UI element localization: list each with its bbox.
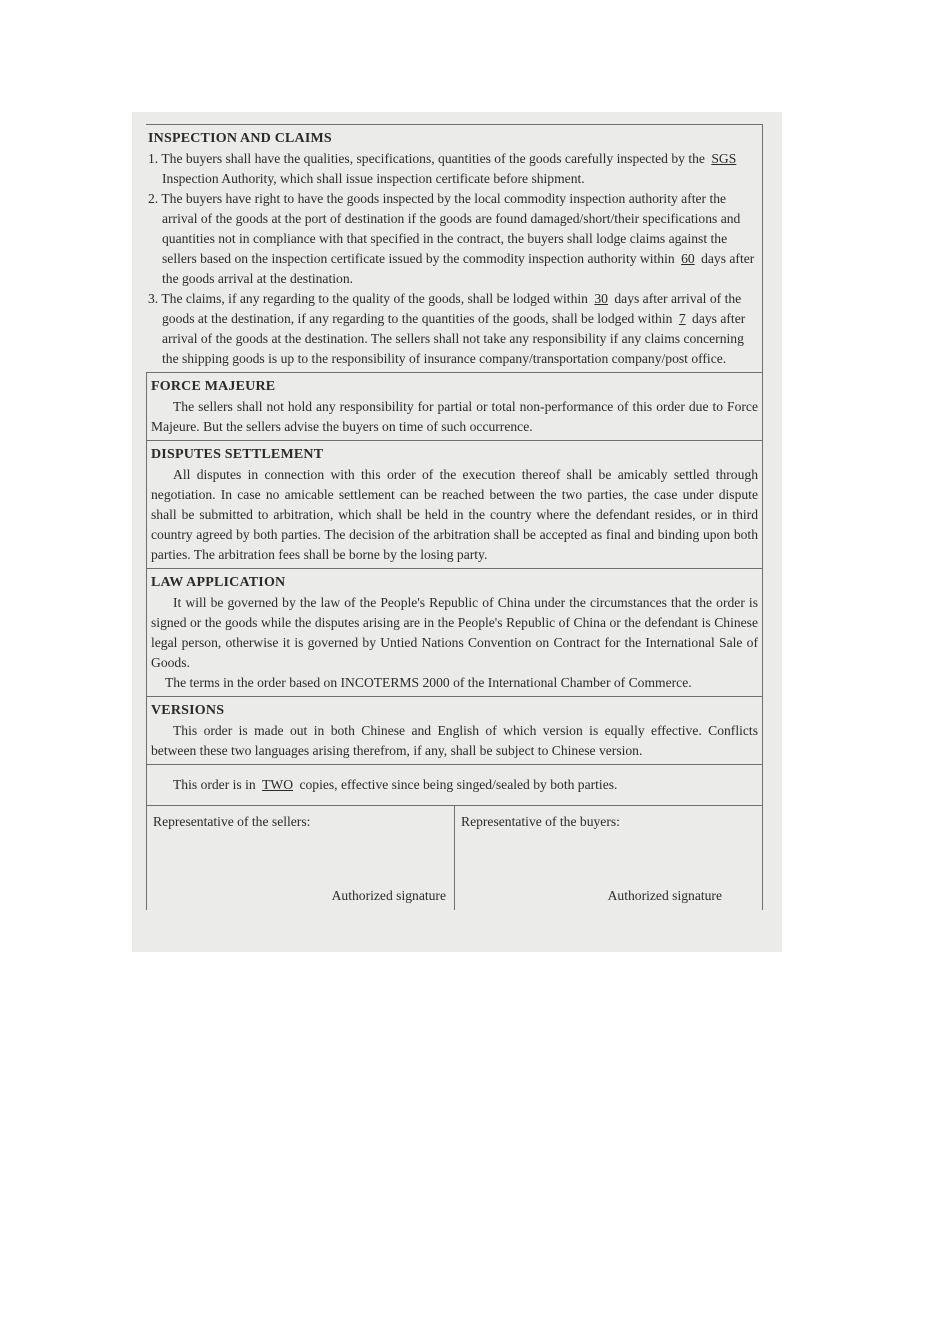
force-majeure-section	[146, 373, 762, 441]
section-heading: VERSIONS	[151, 703, 225, 718]
versions-section	[146, 697, 762, 765]
quantity-claim-days-value: 7	[678, 311, 686, 326]
copies-statement: This order is in TWO copies, effective since being singed/sealed by both parties.	[146, 765, 762, 806]
inspection-authority-value: SGS	[711, 151, 737, 166]
contract-terms-document	[146, 124, 763, 910]
sellers-representative-label: Representative of the sellers:	[153, 814, 311, 829]
quality-claim-days-value: 30	[594, 291, 608, 306]
clause-3: 3. The claims, if any regarding to the quality of the goods, shall be lodged within 30 days after arrival of the goods at the destination, if any regarding to the quantities of the goods, shall be lodged within 7 days after arrival of the goods at the destination. The sellers shall not take any responsibility if any claims concerning the shipping goods is up to the responsibility of insurance company/transportation company/post office.	[148, 291, 746, 366]
clause-2: 2. The buyers have right to have the goods inspected by the local commodity inspection authority after the arrival of the goods at the port of destination if the goods are found damaged/short/their specifications and quantities not in compliance with that specified in the contract, the buyers shall lodge claims against the sellers based on the inspection certificate issued by the commodity inspection authority within 60 days after the goods arrival at the destination.	[148, 191, 755, 286]
section-heading: LAW APPLICATION	[151, 575, 286, 590]
section-body: The sellers shall not hold any responsibility for partial or total non-performance of this order due to Force Majeure. But the sellers advise the buyers on time of such occurrence.	[151, 399, 758, 434]
buyers-representative-label: Representative of the buyers:	[461, 814, 620, 829]
clause-1: 1. The buyers shall have the qualities, specifications, quantities of the goods carefully inspected by the SGS Inspection Authority, which shall issue inspection certificate before shipment.	[148, 149, 758, 189]
section-heading: DISPUTES SETTLEMENT	[151, 447, 324, 462]
inspection-claims-section	[146, 125, 762, 373]
section-body: All disputes in connection with this order of the execution thereof shall be amicably settled through negotiation. In case no amicable settlement can be reached between the two parties, the case under dispute shall be submitted to arbitration, which shall be held in the country where the defendant resides, or in third country agreed by both parties. The decision of the arbitration shall be accepted as final and binding upon both parties. The arbitration fees shall be borne by the losing party.	[151, 467, 758, 562]
copies-count-value: TWO	[262, 777, 294, 792]
disputes-settlement-section	[146, 441, 762, 569]
buyers-authorized-signature-label: Authorized signature	[607, 888, 722, 903]
law-application-section	[146, 569, 762, 697]
sellers-authorized-signature-label: Authorized signature	[331, 888, 446, 903]
buyers-signature-box	[454, 806, 762, 910]
incoterms-note: The terms in the order based on INCOTERMS 2000 of the International Chamber of Commerce.	[165, 675, 692, 690]
section-body: This order is made out in both Chinese and English of which version is equally effective. Conflicts between these two languages arising therefrom, if any, shall be subject to Chinese version.	[151, 723, 758, 758]
section-heading: INSPECTION AND CLAIMS	[148, 131, 332, 146]
section-heading: FORCE MAJEURE	[151, 379, 276, 394]
section-body: It will be governed by the law of the People's Republic of China under the circumstances that the order is signed or the goods while the disputes arising are in the People's Republic of China or the defendant is Chinese legal person, otherwise it is governed by Untied Nations Convention on Contract for the International Sale of Goods.	[151, 595, 758, 670]
signature-block	[146, 806, 762, 910]
claim-days-value: 60	[681, 251, 695, 266]
sellers-signature-box	[147, 806, 454, 910]
